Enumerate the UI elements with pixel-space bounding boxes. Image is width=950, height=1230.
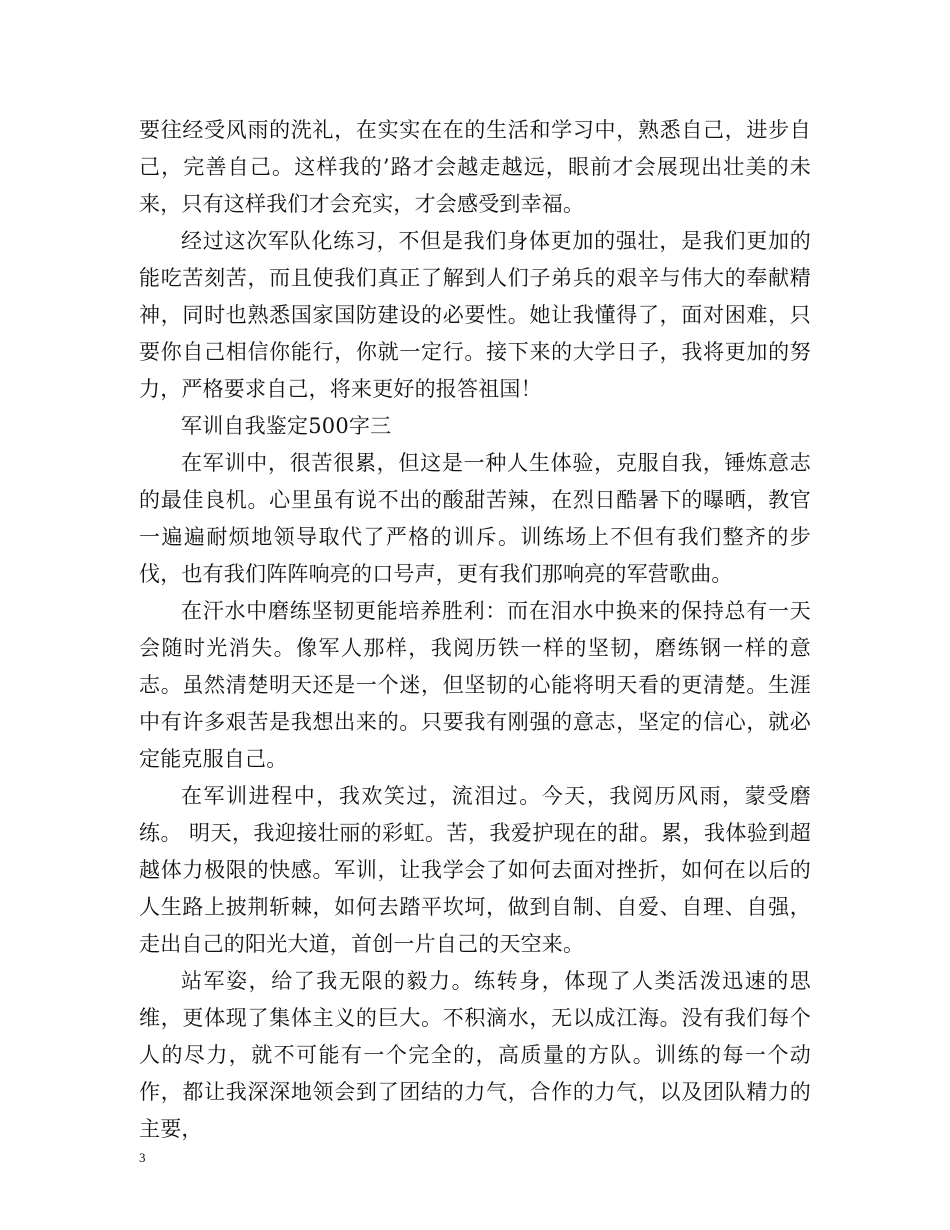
section-heading: 军训自我鉴定500字三 [181,414,392,438]
paragraph-4: 在汗水中磨练坚韧更能培养胜利：而在泪水中换来的保持总有一天会随时光消失。像军人那样，我阅历铁一样的坚韧，磨练钢一样的意志。虽然清楚明天还是一个迷，但坚韧的心能将明天看的更清楚。生涯中有许多艰苦是我想出来的。只要我有刚强的意志，坚定的信心，就必定能克服自己。 [139,599,811,771]
page-number: 3 [139,1150,146,1165]
paragraph-2: 经过这次军队化练习，不但是我们身体更加的强壮，是我们更加的能吃苦刻苦，而且使我们真正了解到人们子弟兵的艰辛与伟大的奉献精神，同时也熟悉国家国防建设的必要性。她让我懂得了，面对困难，只要你自己相信你能行，你就一定行。接下来的大学日子，我将更加的努力，严格要求自己，将来更好的报答祖国！ [139,229,811,401]
paragraph-1: 要往经受风雨的洗礼，在实实在在的生活和学习中，熟悉自己，进步自己，完善自己。这样我的’路才会越走越远，眼前才会展现出壮美的未来，只有这样我们才会充实，才会感受到幸福。 [139,118,811,216]
paragraph-5: 在军训进程中，我欢笑过，流泪过。今天，我阅历风雨，蒙受磨练。 明天，我迎接壮丽的彩虹。苦，我爱护现在的甜。累，我体验到超越体力极限的快感。军训，让我学会了如何去面对挫折，如何在以后的人生路上披荆斩棘，如何去踏平坎坷，做到自制、自爱、自理、自强，走出自己的阳光大道，首创一片自己的天空来。 [139,784,811,956]
paragraph-3: 在军训中，很苦很累，但这是一种人生体验，克服自我，锤炼意志的最佳良机。心里虽有说不出的酸甜苦辣，在烈日酷暑下的曝晒，教官一遍遍耐烦地领导取代了严格的训斥。训练场上不但有我们整齐的步伐，也有我们阵阵响亮的口号声，更有我们那响亮的军营歌曲。 [139,451,811,586]
paragraph-6: 站军姿，给了我无限的毅力。练转身，体现了人类活泼迅速的思维，更体现了集体主义的巨大。不积滴水，无以成江海。没有我们每个人的尽力，就不可能有一个完全的，高质量的方队。训练的每一个动作，都让我深深地领会到了团结的力气，合作的力气，以及团队精力的主要， [139,969,811,1141]
document-page-body [139,112,811,1148]
